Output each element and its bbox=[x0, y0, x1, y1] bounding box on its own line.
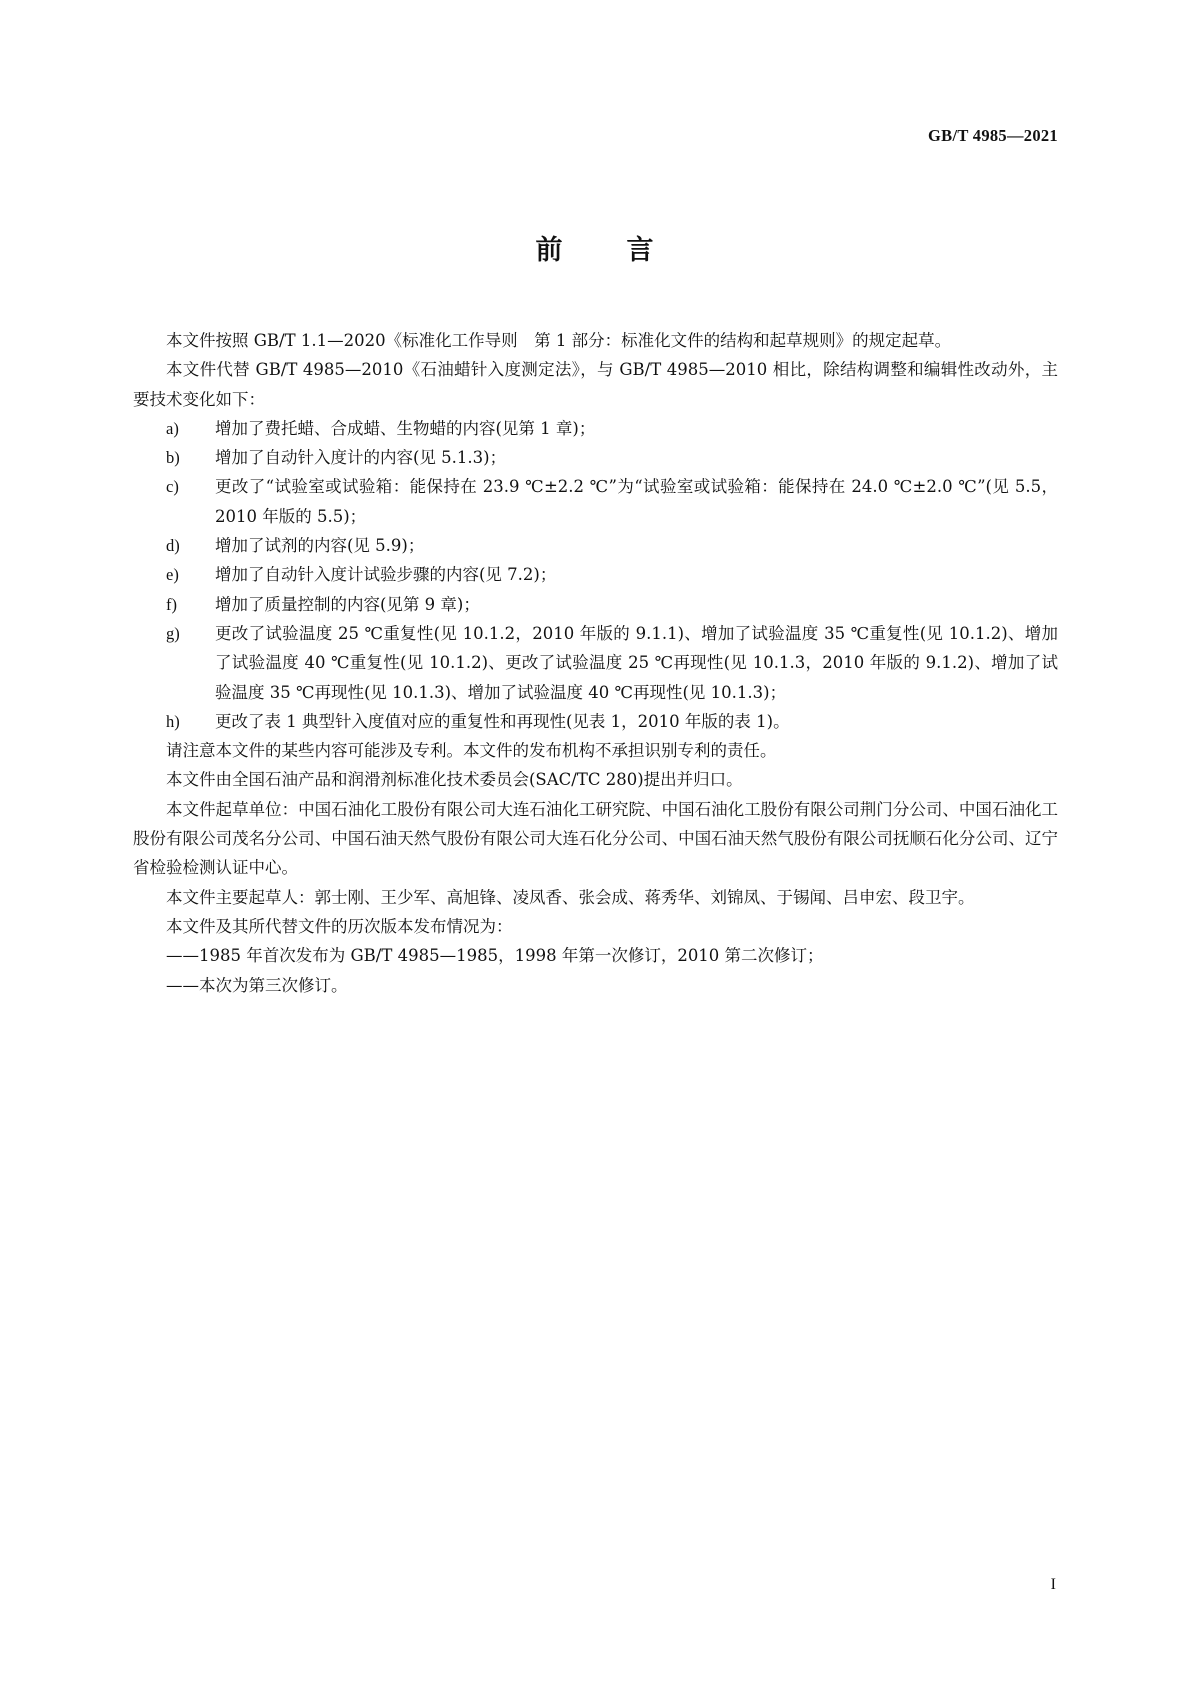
proposer-statement: 本文件由全国石油产品和润滑剂标准化技术委员会(SAC/TC 280)提出并归口。 bbox=[166, 770, 743, 790]
list-marker: g) bbox=[166, 623, 180, 643]
list-marker: h) bbox=[166, 711, 180, 731]
list-marker: b) bbox=[166, 448, 180, 468]
drafting-units: 本文件起草单位：中国石油化工股份有限公司大连石油化工研究院、中国石油化工股份有限公司荆门分公司、中国石油化工股份有限公司茂名分公司、中国石油天然气股份有限公司大连石化分公司、中国石油天然气股份有限公司抚顺石化分公司、辽宁省检验检测认证中心。 bbox=[133, 799, 1058, 878]
list-item-text: 增加了费托蜡、合成蜡、生物蜡的内容(见第 1 章)； bbox=[215, 418, 596, 438]
changes-list bbox=[133, 414, 1058, 736]
list-item bbox=[133, 560, 1058, 589]
list-item bbox=[133, 619, 1058, 707]
list-marker: a) bbox=[166, 418, 179, 438]
list-item bbox=[133, 414, 1058, 443]
list-item-text: 更改了“试验室或试验箱：能保持在 23.9 ℃±2.2 ℃”为“试验室或试验箱：能保持在 24.0 ℃±2.0 ℃”(见 5.5，2010 年版的 5.5)； bbox=[215, 477, 1058, 526]
list-item bbox=[133, 590, 1058, 619]
list-marker: d) bbox=[166, 536, 180, 556]
page-title bbox=[0, 228, 1191, 267]
standard-number: GB/T 4985—2021 bbox=[928, 126, 1058, 145]
list-item bbox=[133, 707, 1058, 736]
title-char-1: 前 bbox=[535, 235, 565, 266]
list-item-text: 增加了试剂的内容(见 5.9)； bbox=[215, 536, 425, 556]
list-marker: f) bbox=[166, 594, 177, 614]
list-item-text: 增加了质量控制的内容(见第 9 章)； bbox=[215, 594, 480, 614]
list-item bbox=[133, 472, 1058, 531]
drafters: 本文件主要起草人：郭士刚、王少军、高旭锋、凌凤香、张会成、蒋秀华、刘锦凤、于锡闻、吕申宏、段卫宇。 bbox=[166, 887, 975, 907]
list-item-text: 增加了自动针入度计试验步骤的内容(见 7.2)； bbox=[215, 565, 557, 585]
foreword-body bbox=[133, 326, 1058, 1000]
title-char-2: 言 bbox=[626, 235, 656, 266]
list-item-text: 增加了自动针入度计的内容(见 5.1.3)； bbox=[215, 448, 507, 468]
list-item-text: 更改了表 1 典型针入度值对应的重复性和再现性(见表 1，2010 年版的表 1)。 bbox=[215, 711, 790, 731]
list-item-text: 更改了试验温度 25 ℃重复性(见 10.1.2，2010 年版的 9.1.1)、增加了试验温度 35 ℃重复性(见 10.1.2)、增加了试验温度 40 ℃重复性(见 10.1.2)、更改了试验温度 25 ℃再现性(见 10.1.3，2010 年版的 9.1.2)、增加了试验温度 35 ℃再现性(见 10.1.3)、增加了试验温度 40 ℃再现性(见 10.1.3)； bbox=[215, 623, 1058, 702]
history-intro: 本文件及其所代替文件的历次版本发布情况为： bbox=[166, 916, 513, 936]
page-number: I bbox=[1050, 1576, 1056, 1593]
list-marker: e) bbox=[166, 565, 179, 585]
history-item: ——本次为第三次修订。 bbox=[166, 975, 348, 995]
paragraph-drafting-basis: 本文件按照 GB/T 1.1—2020《标准化工作导则 第 1 部分：标准化文件的结构和起草规则》的规定起草。 bbox=[166, 331, 952, 350]
list-marker: c) bbox=[166, 477, 179, 497]
paragraph-replacement: 本文件代替 GB/T 4985—2010《石油蜡针入度测定法》，与 GB/T 4985—2010 相比，除结构调整和编辑性改动外，主要技术变化如下： bbox=[133, 360, 1058, 409]
patent-notice: 请注意本文件的某些内容可能涉及专利。本文件的发布机构不承担识别专利的责任。 bbox=[166, 741, 777, 761]
list-item bbox=[133, 443, 1058, 472]
list-item bbox=[133, 531, 1058, 560]
history-item: ——1985 年首次发布为 GB/T 4985—1985，1998 年第一次修订，2010 第二次修订； bbox=[166, 946, 824, 966]
